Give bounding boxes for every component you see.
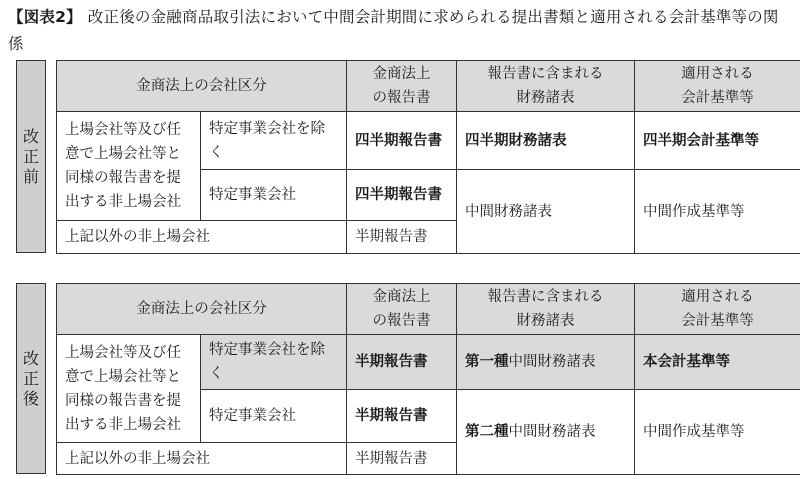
report-cell: 半期報告書 xyxy=(347,443,457,475)
sub-category-cell: 特定事業会社を除く xyxy=(201,112,347,170)
report-cell: 半期報告書 xyxy=(347,221,457,254)
standards-cell: 中間作成基準等 xyxy=(635,390,800,475)
standards-cell: 四半期会計基準等 xyxy=(635,112,800,170)
standards-cell: 中間作成基準等 xyxy=(635,170,800,254)
before-amendment-block xyxy=(16,60,784,253)
sub-category-cell: 特定事業会社を除く xyxy=(201,335,347,390)
standards-cell: 本会計基準等 xyxy=(635,335,800,390)
before-table xyxy=(56,60,800,254)
header-standards: 適用される 会計基準等 xyxy=(635,61,800,112)
figure-title-text: 改正後の金融商品取引法において中間会計期間に求められる提出書類と適用される会計基準等の関係 xyxy=(8,8,779,53)
sub-category-cell: 特定事業会社 xyxy=(201,390,347,443)
after-table xyxy=(56,283,800,475)
header-statements: 報告書に含まれる 財務諸表 xyxy=(457,284,635,335)
header-statements: 報告書に含まれる 財務諸表 xyxy=(457,61,635,112)
figure-tag: 【図表2】 xyxy=(8,8,82,26)
table-row xyxy=(57,335,800,390)
after-side-label: 改 正 後 xyxy=(16,283,46,474)
sub-category-cell: 特定事業会社 xyxy=(201,170,347,221)
statements-cell: 第一種中間財務諸表 xyxy=(457,335,635,390)
listed-group-cell: 上場会社等及び任意で上場会社等と同様の報告書を提出する非上場会社 xyxy=(57,335,201,443)
figure-title xyxy=(8,4,792,58)
header-category: 金商法上の会社区分 xyxy=(57,284,347,335)
report-cell: 四半期報告書 xyxy=(347,170,457,221)
header-row xyxy=(57,284,800,335)
other-company-cell: 上記以外の非上場会社 xyxy=(57,221,347,254)
statements-cell: 四半期財務諸表 xyxy=(457,112,635,170)
after-amendment-block xyxy=(16,283,784,474)
statements-cell: 第二種中間財務諸表 xyxy=(457,390,635,475)
table-row xyxy=(57,112,800,170)
header-report: 金商法上 の報告書 xyxy=(347,61,457,112)
report-cell: 四半期報告書 xyxy=(347,112,457,170)
before-side-label: 改 正 前 xyxy=(16,60,46,253)
listed-group-cell: 上場会社等及び任意で上場会社等と同様の報告書を提出する非上場会社 xyxy=(57,112,201,221)
report-cell: 半期報告書 xyxy=(347,335,457,390)
report-cell: 半期報告書 xyxy=(347,390,457,443)
header-standards: 適用される 会計基準等 xyxy=(635,284,800,335)
other-company-cell: 上記以外の非上場会社 xyxy=(57,443,347,475)
header-category: 金商法上の会社区分 xyxy=(57,61,347,112)
header-row xyxy=(57,61,800,112)
statements-cell: 中間財務諸表 xyxy=(457,170,635,254)
header-report: 金商法上 の報告書 xyxy=(347,284,457,335)
